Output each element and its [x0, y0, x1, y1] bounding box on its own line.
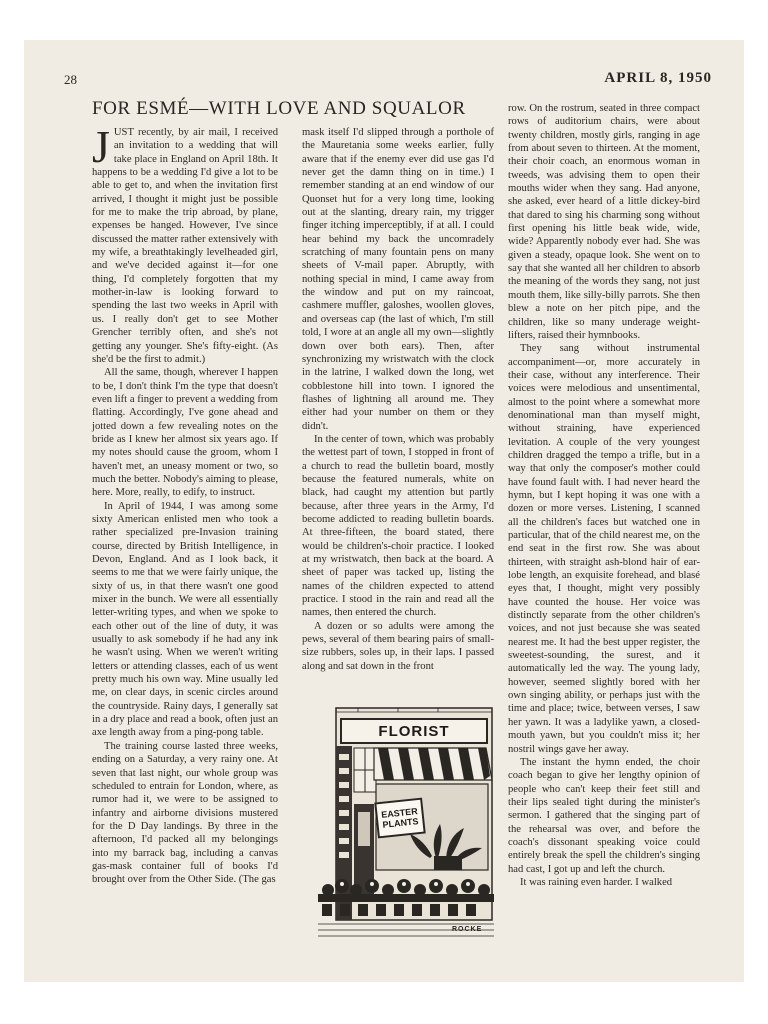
page-number: 28 [64, 72, 77, 87]
paragraph: In the center of town, which was probably the wettest part of town, I stopped in front of a church to read the bulletin board, mostly because the featured numerals, white on black, had caught my attention but partly because, after three years in the Army, I'd become addicted to reading bulletin boards. At three-fifteen, the board stated, there would be children's-choir practice. I looked at my wristwatch, then back at the board. A sheet of paper was tacked up, listing the names of the children expected to attend practice. I stood in the rain and read all the names, then entered the church. [302, 433, 494, 619]
paragraph: It was raining even harder. I walked [520, 876, 673, 888]
paragraph: JUST recently, by air mail, I received an invitation to a wedding that will take place in England on April 18th. It happens to be a wedding I'd give a lot to be able to get to, and when the invitation first arrived, I thought it might just be possible for me to make the trip abroad, by plane, expenses be hanged. However, I've since discussed the matter rather extensively with my wife, a breathtakingly levelheaded girl, and we've decided against it—for one thing, I'd completely forgotten that my mother-in-law is looking forward to spending the last two weeks in April with us. I really don't get to see Mother Grencher terribly often, and she's not getting any younger. She's fifty-eight. (As she'd be the first to admit.) [92, 121, 278, 365]
florist-sign: FLORIST [340, 718, 488, 744]
paragraph: The training course lasted three weeks, ending on a Saturday, a very rainy one. At seven that last night, our whole group was scheduled to entrain for London, where, as rumor had it, we were to be assigned to infantry and airborne divisions mustered for the D Day landings. By three in the afternoon, I'd packed all my belongings into my barrack bag, including a canvas gas-mask container full of books I'd brought over from the Other Side. (The gas [92, 740, 278, 886]
paragraph: mask itself I'd slipped through a porthole of the Mauretania some weeks earlier, fully aware that if the enemy ever did use gas I'd never get the damn thing on in time.) I remember standing at an end window of our Quonset hut for a very long time, looking out at the slanting, dreary rain, my trigger finger itching imperceptibly, if at all. I could hear behind my back the uncomradely scratching of many fountain pens on many sheets of V-mail paper. Abruptly, with nothing special in mind, I came away from the window and put on my raincoat, cashmere muffler, galoshes, woollen gloves, and overseas cap (the last of which, I'm still told, I wore at an angle all my own—slightly down over both ears). Then, after synchronizing my wristwatch with the clock in the latrine, I walked down the long, wet cobblestone hill into town. I ignored the flashes of lightning all around me. They either had your number on them or they didn't. [302, 127, 494, 432]
text-column-3 [508, 102, 700, 948]
florist-shop-illustration [318, 708, 494, 950]
paragraph: In April of 1944, I was among some sixty American enlisted men who took a rather specialized pre-Invasion training course, directed by British Intelligence, in Devon, England. And as I look back, it seems to me that we were fairly unique, the sixty of us, in that there wasn't one good mixer in the bunch. We were all essentially letter-writing types, and when we spoke to each other out of the line of duty, it was usually to ask somebody if he had any ink he wasn't using. When we weren't writing letters or attending classes, each of us went pretty much his own way. Mine usually led me, on clear days, in scenic circles around the countryside. Rainy days, I generally sat in a dry place and read a book, often just an axe length away from a ping-pong table. [92, 500, 278, 739]
story-title: FOR ESMÉ—WITH LOVE AND SQUALOR [92, 98, 466, 119]
paragraph: row. On the rostrum, seated in three compact rows of auditorium chairs, were about twenty children, mostly girls, ranging in age from about seven to thirteen. At the moment, their choir coach, an enormous woman in tweeds, was advising them to open their mouths wider when they sang. Had anyone, she asked, ever heard of a little dickey-bird that dared to sing his charming song without first opening his little beak wide, wide, wide? Apparently nobody ever had. She was given a steady, opaque look. She went on to say that she wanted all her children to absorb the meaning of the words they sang, not just mouth them, like silly-billy parrots. She then blew a note on her pitch pipe, and the children, like so many underage weight-lifters, raised their hymnbooks. [508, 103, 700, 341]
easter-plants-sign: EASTER PLANTS [374, 798, 426, 839]
paragraph: All the same, though, wherever I happen to be, I don't think I'm the type that doesn't even lift a finger to prevent a wedding from flatting. Accordingly, I've gone ahead and jotted down a few revealing notes on the bride as I knew her almost six years ago. If my notes should cause the groom, whom I haven't met, an uneasy moment or two, so much the better. Nobody's aiming to please, here. More, really, to edify, to instruct. [92, 367, 278, 499]
paragraph: The instant the hymn ended, the choir coach began to give her lengthy opinion of people who can't keep their feet still and their lips sealed tight during the minister's sermon. I gathered that the singing part of the rehearsal was over, and before the coach's dissonant speaking voice could entirely break the spell the children's singing had cast, I got up and left the church. [508, 756, 700, 875]
issue-date: APRIL 8, 1950 [604, 70, 712, 86]
text-column-2 [302, 126, 494, 672]
paragraph: They sang without instrumental accompaniment—or, more accurately in their case, without any interference. Their voices were melodious and unsentimental, almost to the point where a somewhat more denominational man than myself might, without straining, have experienced levitation. A couple of the very youngest children dragged the tempo a trifle, but in a way that only the composer's mother could have found fault with. I had never heard the hymn, but I kept hoping it was one with a dozen or more verses. Listening, I scanned all the children's faces but watched one in particular, that of the child nearest me, on the end seat in the first row. She was about thirteen, with straight ash-blond hair of ear-lobe length, an exquisite forehead, and blasé eyes that, I thought, might very possibly have counted the house. Her voice was distinctly separate from the other children's voices, and not just because she was seated nearest me. It had the best upper register, the sweetest-sounding, the surest, and it automatically led the way. The young lady, however, seemed slightly bored with her own singing ability, or perhaps just with the time and place; twice, between verses, I saw her yawn. It was a ladylike yawn, a closed-mouth yawn, but you couldn't miss it; her nostril wings gave her away. [508, 343, 700, 755]
artist-signature: ROCKE [452, 926, 483, 933]
paragraph: A dozen or so adults were among the pews, several of them bearing pairs of small-size rubbers, soles up, in their laps. I passed along and sat down in the front [302, 620, 494, 672]
drop-cap: J [92, 121, 110, 172]
text-column-1 [92, 121, 278, 934]
